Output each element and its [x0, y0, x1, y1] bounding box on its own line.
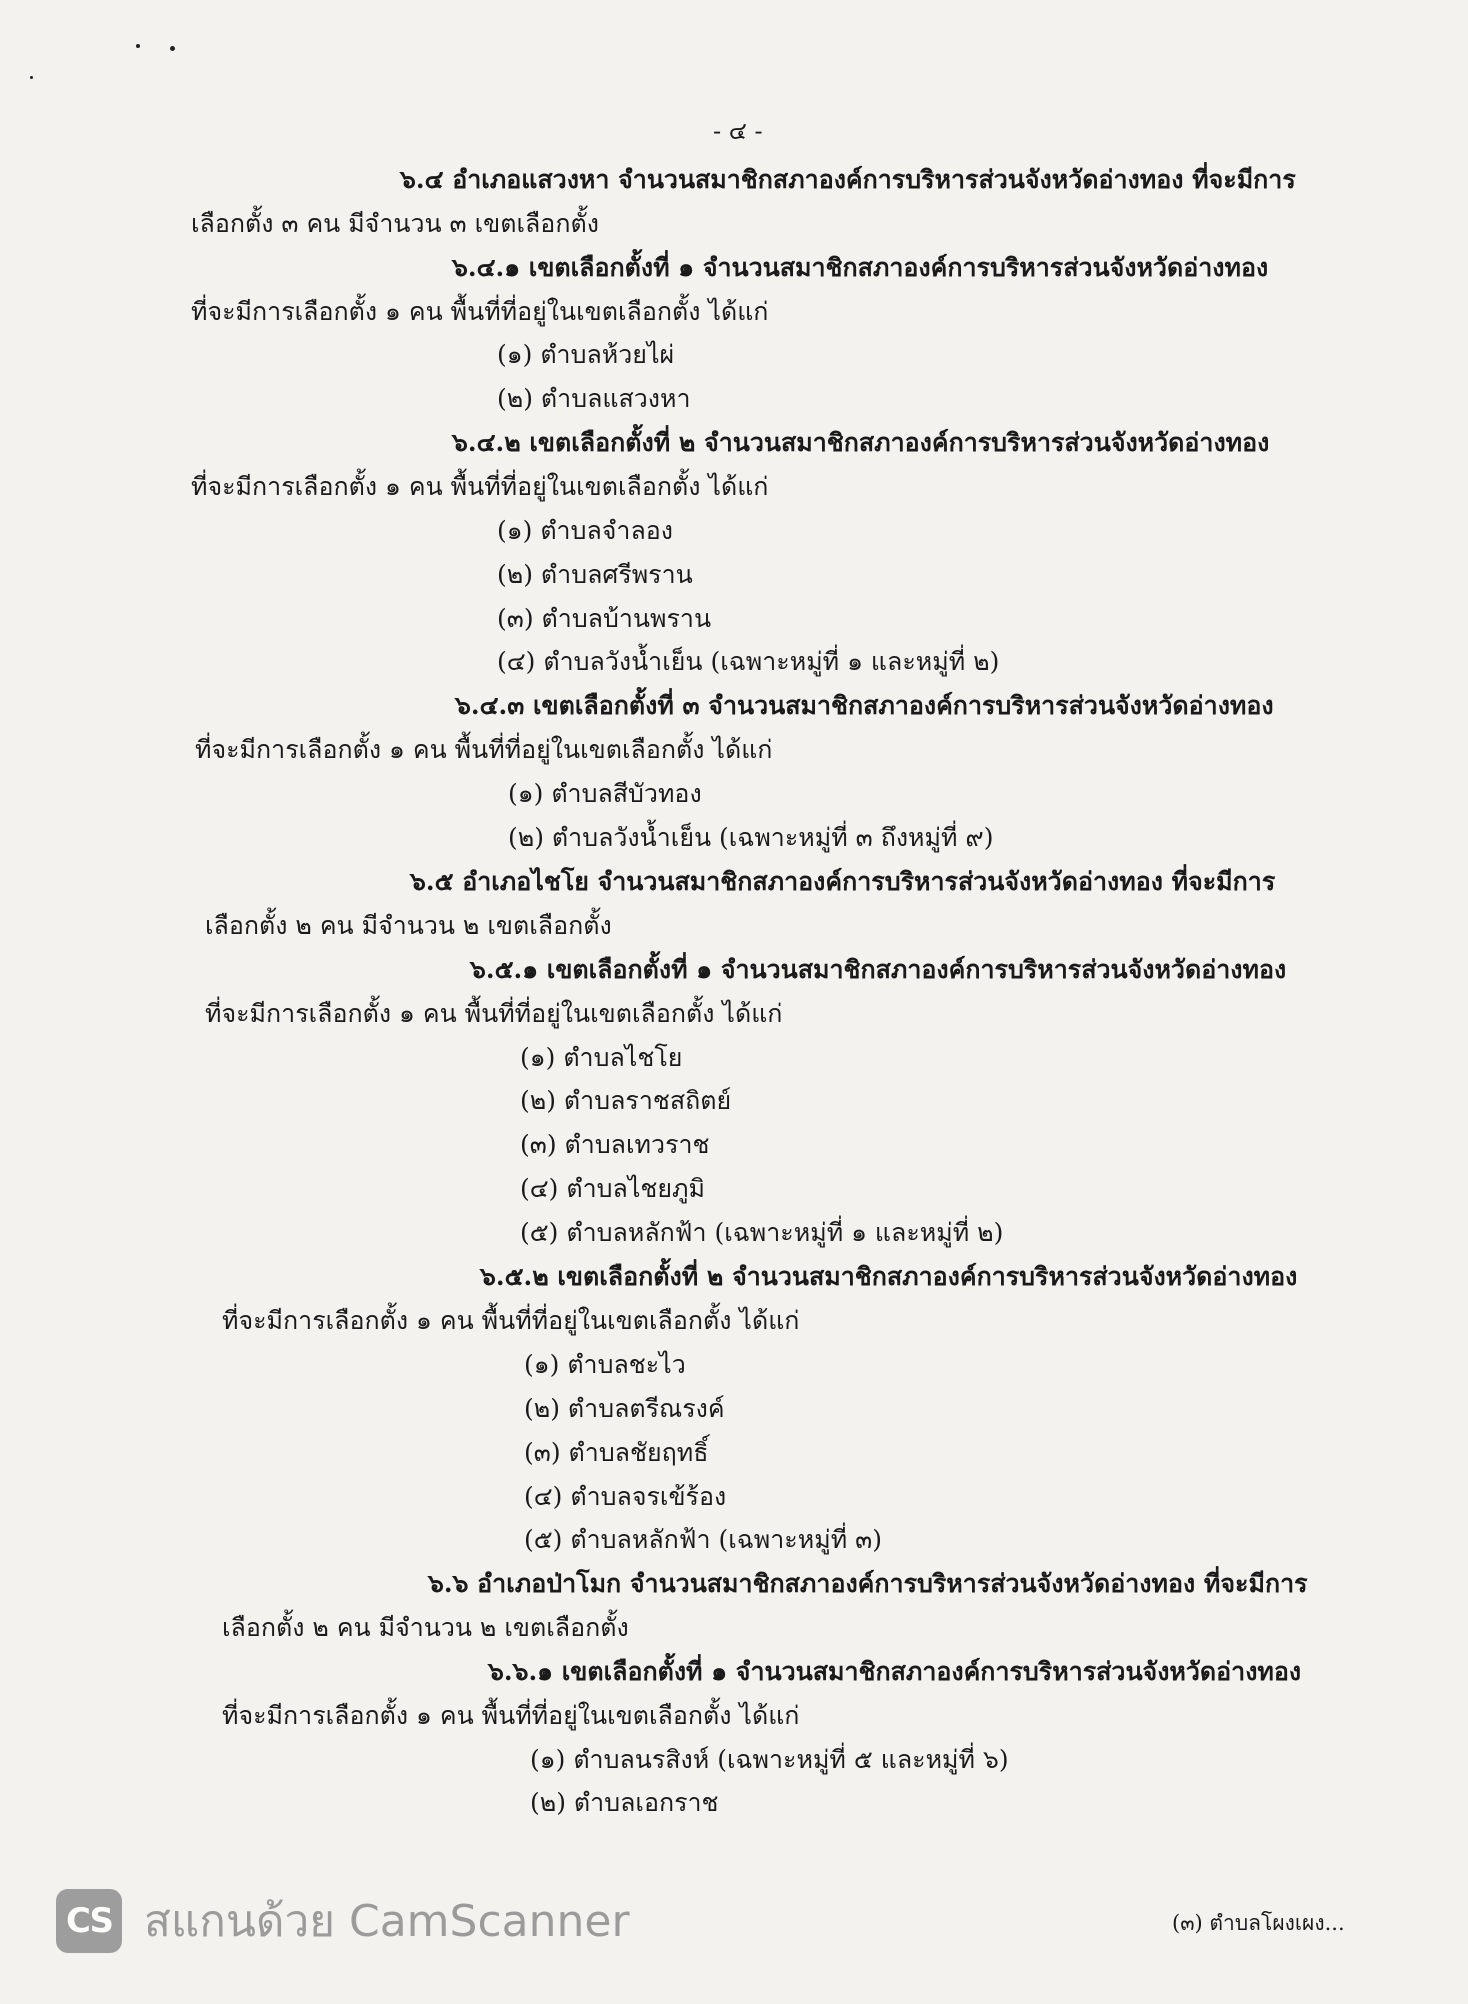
body-text-line: (๒) ตำบลวังน้ำเย็น (เฉพาะหมู่ที่ ๓ ถึงหมู่ที่ ๙) [508, 823, 994, 852]
body-text-line: (๔) ตำบลจรเข้ร้อง [524, 1482, 727, 1511]
body-text-line: ที่จะมีการเลือกตั้ง ๑ คน พื้นที่ที่อยู่ในเขตเลือกตั้ง ได้แก่ [222, 1701, 800, 1730]
body-text-line: (๒) ตำบลเอกราช [530, 1788, 719, 1817]
body-text-line: ที่จะมีการเลือกตั้ง ๑ คน พื้นที่ที่อยู่ในเขตเลือกตั้ง ได้แก่ [191, 472, 769, 501]
body-text-line: (๑) ตำบลชะไว [524, 1350, 686, 1379]
body-text-line: (๑) ตำบลจำลอง [497, 516, 674, 545]
body-text-line: (๓) ตำบลชัยฤทธิ์ [524, 1438, 709, 1467]
body-text-line: ที่จะมีการเลือกตั้ง ๑ คน พื้นที่ที่อยู่ในเขตเลือกตั้ง ได้แก่ [191, 297, 769, 326]
footer-continuation: (๓) ตำบลโผงเผง... [1172, 1911, 1345, 1935]
body-text-line: เลือกตั้ง ๒ คน มีจำนวน ๒ เขตเลือกตั้ง [205, 911, 612, 940]
section-heading-line: ๖.๕ อำเภอไชโย จำนวนสมาชิกสภาองค์การบริหารส่วนจังหวัดอ่างทอง ที่จะมีการ [410, 867, 1276, 896]
section-heading-line: ๖.๖ อำเภอป่าโมก จำนวนสมาชิกสภาองค์การบริหารส่วนจังหวัดอ่างทอง ที่จะมีการ [428, 1569, 1308, 1598]
body-text-line: เลือกตั้ง ๓ คน มีจำนวน ๓ เขตเลือกตั้ง [191, 209, 599, 238]
body-text-line: (๔) ตำบลไชยภูมิ [520, 1174, 705, 1203]
page-number: - ๔ - [713, 117, 763, 145]
section-heading-line: ๖.๔ อำเภอแสวงหา จำนวนสมาชิกสภาองค์การบริหารส่วนจังหวัดอ่างทอง ที่จะมีการ [400, 165, 1296, 194]
body-text-line: ที่จะมีการเลือกตั้ง ๑ คน พื้นที่ที่อยู่ในเขตเลือกตั้ง ได้แก่ [195, 735, 773, 764]
body-text-line: (๒) ตำบลแสวงหา [497, 384, 691, 413]
body-text-line: (๒) ตำบลตรีณรงค์ [524, 1394, 725, 1423]
camscanner-watermark [56, 1888, 630, 1954]
section-heading-line: ๖.๔.๓ เขตเลือกตั้งที่ ๓ จำนวนสมาชิกสภาองค์การบริหารส่วนจังหวัดอ่างทอง [455, 691, 1274, 720]
body-text-line: (๑) ตำบลห้วยไผ่ [497, 340, 675, 369]
body-text-line: ที่จะมีการเลือกตั้ง ๑ คน พื้นที่ที่อยู่ในเขตเลือกตั้ง ได้แก่ [222, 1306, 800, 1335]
body-text-line: (๔) ตำบลวังน้ำเย็น (เฉพาะหมู่ที่ ๑ และหมู่ที่ ๒) [497, 647, 1000, 676]
body-text-line: (๕) ตำบลหลักฟ้า (เฉพาะหมู่ที่ ๓) [524, 1525, 882, 1554]
camscanner-logo-icon: CS [56, 1889, 122, 1953]
body-text-line: (๒) ตำบลราชสถิตย์ [520, 1086, 732, 1115]
scan-speck [136, 44, 140, 48]
watermark-text: สแกนด้วย CamScanner [144, 1896, 630, 1947]
body-text-line: (๓) ตำบลเทวราช [520, 1130, 710, 1159]
body-text-line: (๑) ตำบลไชโย [520, 1043, 683, 1072]
section-heading-line: ๖.๕.๑ เขตเลือกตั้งที่ ๑ จำนวนสมาชิกสภาองค์การบริหารส่วนจังหวัดอ่างทอง [470, 955, 1287, 984]
body-text-line: (๒) ตำบลศรีพราน [497, 560, 693, 589]
body-text-line: (๑) ตำบลสีบัวทอง [508, 779, 702, 808]
scan-speck [30, 76, 33, 79]
section-heading-line: ๖.๖.๑ เขตเลือกตั้งที่ ๑ จำนวนสมาชิกสภาองค์การบริหารส่วนจังหวัดอ่างทอง [488, 1657, 1302, 1686]
section-heading-line: ๖.๔.๒ เขตเลือกตั้งที่ ๒ จำนวนสมาชิกสภาองค์การบริหารส่วนจังหวัดอ่างทอง [452, 428, 1270, 457]
body-text-line: เลือกตั้ง ๒ คน มีจำนวน ๒ เขตเลือกตั้ง [222, 1613, 629, 1642]
body-text-line: (๑) ตำบลนรสิงห์ (เฉพาะหมู่ที่ ๕ และหมู่ที่ ๖) [530, 1745, 1009, 1774]
body-text-line: (๕) ตำบลหลักฟ้า (เฉพาะหมู่ที่ ๑ และหมู่ที่ ๒) [520, 1218, 1004, 1247]
body-text-line: (๓) ตำบลบ้านพราน [497, 604, 712, 633]
section-heading-line: ๖.๕.๒ เขตเลือกตั้งที่ ๒ จำนวนสมาชิกสภาองค์การบริหารส่วนจังหวัดอ่างทอง [480, 1262, 1298, 1291]
section-heading-line: ๖.๔.๑ เขตเลือกตั้งที่ ๑ จำนวนสมาชิกสภาองค์การบริหารส่วนจังหวัดอ่างทอง [452, 253, 1269, 282]
body-text-line: ที่จะมีการเลือกตั้ง ๑ คน พื้นที่ที่อยู่ในเขตเลือกตั้ง ได้แก่ [205, 999, 783, 1028]
scan-speck [170, 46, 175, 51]
